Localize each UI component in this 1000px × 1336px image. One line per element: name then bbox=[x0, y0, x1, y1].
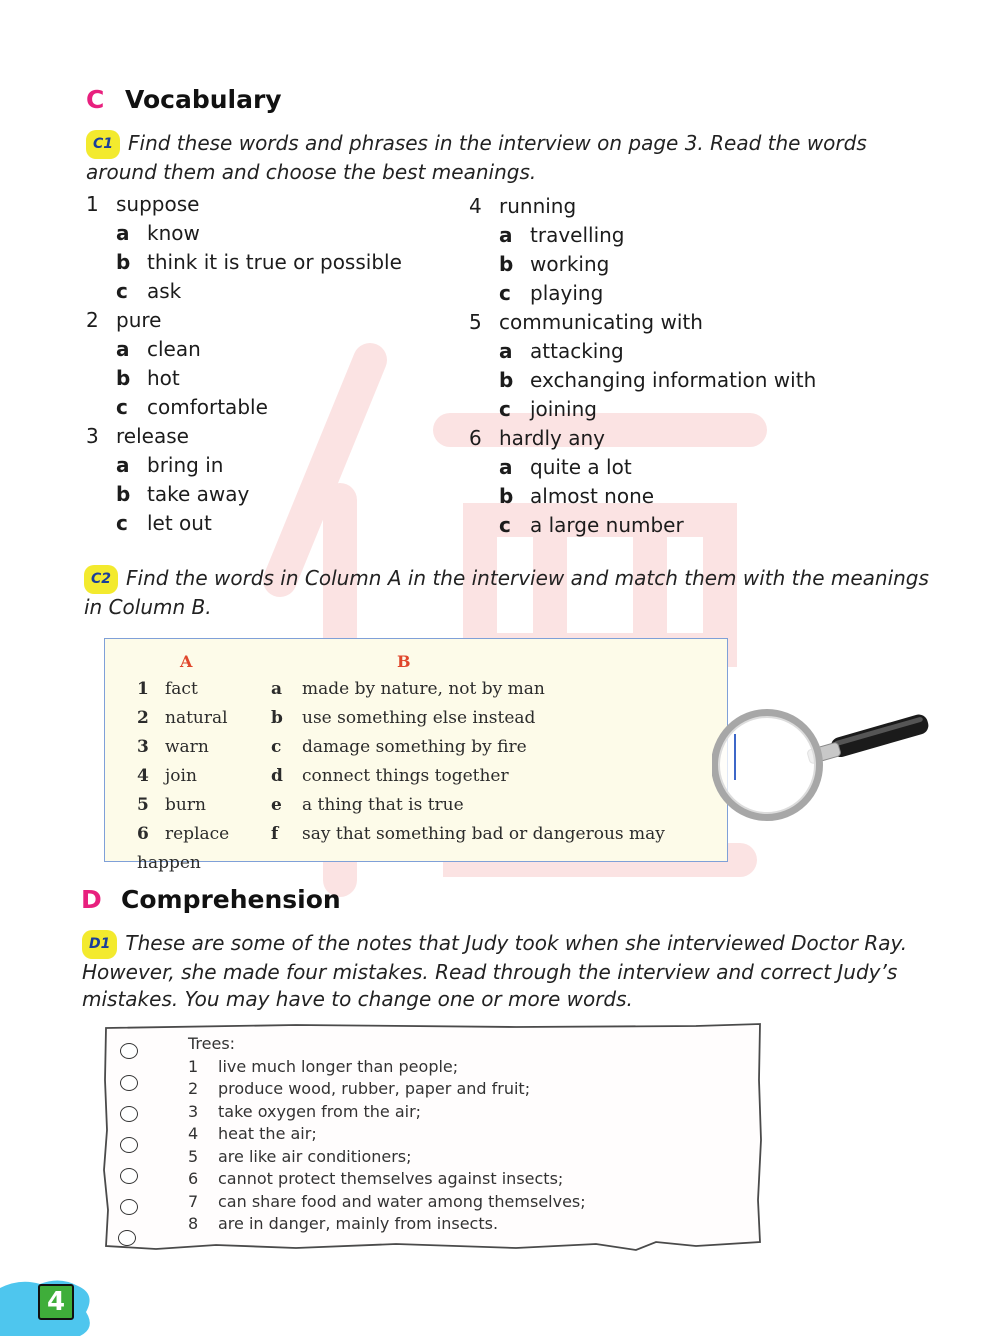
question: 2 pure bbox=[86, 308, 162, 332]
c1-questions-right bbox=[469, 192, 889, 540]
option: a travelling bbox=[499, 223, 625, 247]
question: 3 release bbox=[86, 424, 189, 448]
list-item: 5 are like air conditioners; bbox=[188, 1146, 412, 1166]
matching-rows bbox=[137, 675, 727, 873]
table-row: 1 fact a made by nature, not by man bbox=[137, 679, 545, 699]
column-a-header: A bbox=[180, 652, 193, 671]
table-row: 2 natural b use something else instead bbox=[137, 708, 536, 728]
option: b think it is true or possible bbox=[116, 250, 402, 274]
table-row: 4 join d connect things together bbox=[137, 766, 509, 786]
binder-hole bbox=[118, 1230, 136, 1246]
c1-instruction: C1 Find these words and phrases in the interview on page 3. Read the words around them and choose the best meanings. bbox=[86, 131, 867, 184]
section-d-title: Comprehension bbox=[121, 885, 341, 914]
section-c-title: Vocabulary bbox=[125, 85, 282, 114]
section-c-letter: C bbox=[86, 85, 105, 114]
option: c let out bbox=[116, 511, 212, 535]
d1-instruction: D1 These are some of the notes that Judy took when she interviewed Doctor Ray. However, she made four mistakes. Read through the interview and correct Judy’s mistakes. You may have to change one or more words. bbox=[82, 931, 908, 1011]
matching-table bbox=[104, 638, 728, 873]
list-item: 8 are in danger, mainly from insects. bbox=[188, 1214, 499, 1233]
page-number: 4 bbox=[38, 1284, 74, 1320]
judy-notes bbox=[188, 1033, 748, 1236]
question: 1 suppose bbox=[86, 192, 200, 216]
question: 4 running bbox=[469, 194, 577, 218]
c1-questions-left bbox=[86, 190, 466, 538]
option: c comfortable bbox=[116, 395, 268, 419]
option: b almost none bbox=[499, 484, 655, 508]
binder-hole bbox=[120, 1137, 138, 1153]
option: c joining bbox=[499, 397, 597, 421]
binder-hole bbox=[120, 1043, 138, 1059]
list-item: 4 heat the air; bbox=[188, 1124, 317, 1143]
binder-hole bbox=[120, 1199, 138, 1215]
option: a attacking bbox=[499, 339, 624, 363]
table-row: 5 burn e a thing that is true bbox=[137, 795, 464, 815]
option: b exchanging information with bbox=[499, 368, 817, 392]
list-item: 6 cannot protect themselves against insects; bbox=[188, 1169, 564, 1188]
option: c playing bbox=[499, 281, 604, 305]
d1-badge: D1 bbox=[82, 930, 117, 959]
question: 6 hardly any bbox=[469, 426, 606, 450]
list-item: 3 take oxygen from the air; bbox=[188, 1101, 422, 1121]
binder-hole bbox=[120, 1168, 138, 1184]
section-d-letter: D bbox=[81, 885, 102, 914]
question: 5 communicating with bbox=[469, 310, 703, 334]
option: b take away bbox=[116, 482, 250, 506]
table-row: 3 warn c damage something by fire bbox=[137, 737, 527, 757]
c2-badge: C2 bbox=[84, 565, 118, 594]
list-item: 2 produce wood, rubber, paper and fruit; bbox=[188, 1079, 531, 1098]
binder-hole bbox=[120, 1106, 138, 1122]
option: b working bbox=[499, 252, 610, 276]
list-item: 7 can share food and water among themselves; bbox=[188, 1191, 586, 1211]
option: a bring in bbox=[116, 453, 224, 477]
option: c a large number bbox=[499, 513, 684, 537]
option: b hot bbox=[116, 366, 180, 390]
table-row: 6 replace f say that something bad or dangerous may happen bbox=[137, 824, 665, 873]
column-b-header: B bbox=[397, 652, 411, 671]
c1-badge: C1 bbox=[86, 130, 120, 159]
option: a clean bbox=[116, 337, 201, 361]
list-item: 1 live much longer than people; bbox=[188, 1056, 459, 1076]
notes-heading: Trees: bbox=[188, 1034, 236, 1053]
binder-hole bbox=[120, 1075, 138, 1091]
magnifying-glass-icon bbox=[712, 700, 942, 825]
option: a quite a lot bbox=[499, 455, 632, 479]
option: c ask bbox=[116, 279, 182, 303]
option: a know bbox=[116, 221, 200, 245]
c2-instruction: C2 Find the words in Column A in the interview and match them with the meanings in Column B. bbox=[84, 566, 929, 619]
